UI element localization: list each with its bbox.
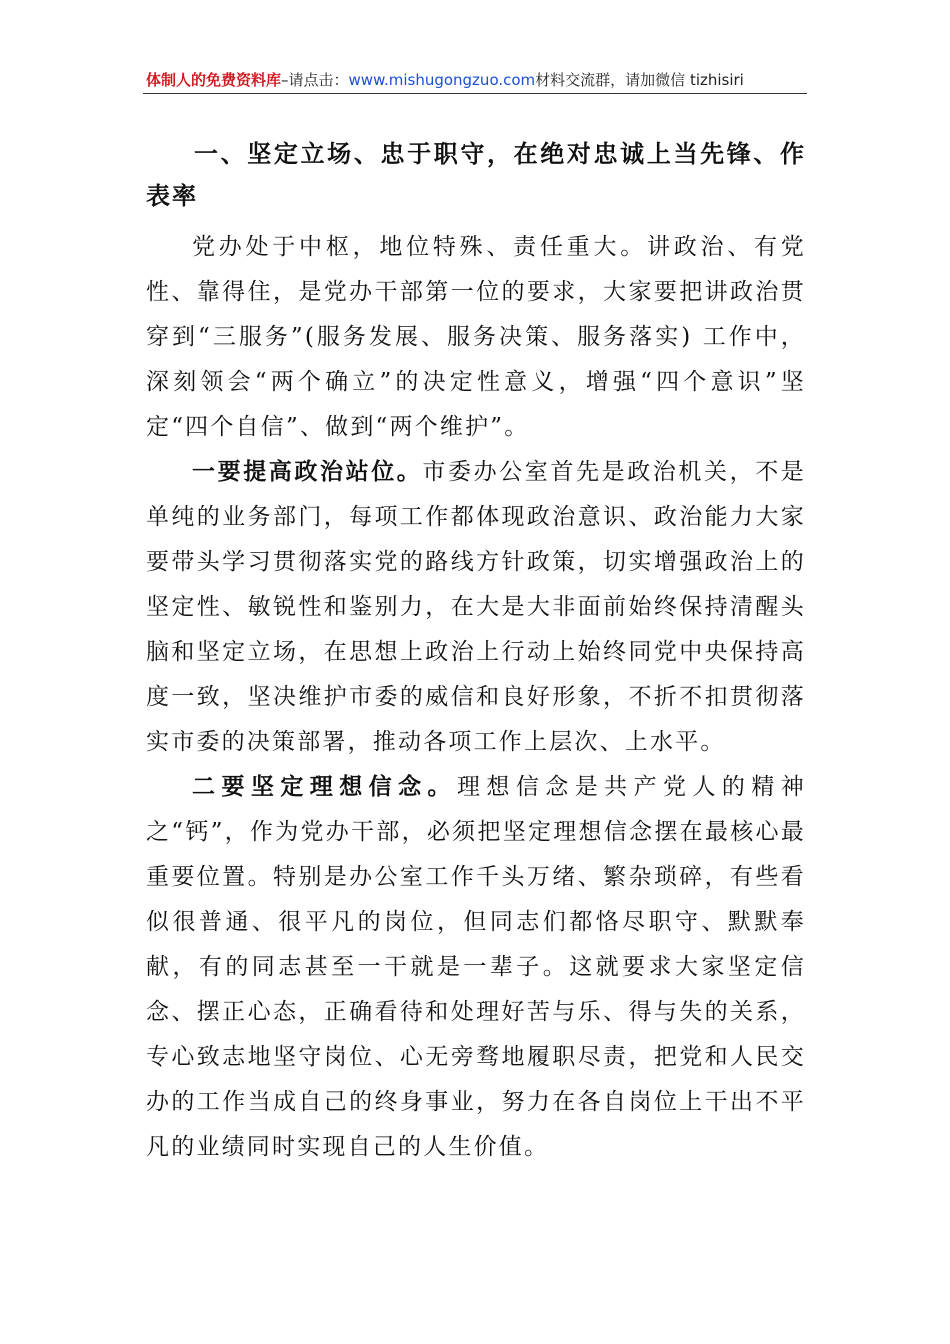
paragraph-body: 市委办公室首先是政治机关，不是单纯的业务部门，每项工作都体现政治意识、政治能力大家要带头学习贯彻落实党的路线方针政策，切实增强政治上的坚定性、敏锐性和鉴别力，在大是大非面前始终保持清醒头脑和坚定立场，在思想上政治上行动上始终同党中央保持高度一致，坚决维护市委的威信和良好形象，不折不扣贯彻落实市委的决策部署，推动各项工作上层次、上水平。 bbox=[146, 459, 806, 755]
header-brand: 体制人的免费资料库 bbox=[146, 71, 282, 89]
paragraph-ideals-beliefs bbox=[146, 765, 806, 1170]
paragraph-body: 理想信念是共产党人的精神之“钙”，作为党办干部，必须把坚定理想信念摆在最核心最重要位置。特别是办公室工作千头万绪、繁杂琐碎，有些看似很普通、很平凡的岗位，但同志们都恪尽职守、默默奉献，有的同志甚至一干就是一辈子。这就要求大家坚定信念、摆正心态，正确看待和处理好苦与乐、得与失的关系，专心致志地坚守岗位、心无旁骛地履职尽责，把党和人民交办的工作当成自己的终身事业，努力在各自岗位上干出不平凡的业绩同时实现自己的人生价值。 bbox=[146, 774, 806, 1160]
header-note: 材料交流群，请加微信 tizhisiri bbox=[535, 71, 744, 89]
document-body bbox=[146, 133, 806, 1170]
header-separator: –请点击： bbox=[281, 71, 349, 89]
paragraph-intro: 党办处于中枢，地位特殊、责任重大。讲政治、有党性、靠得住，是党办干部第一位的要求，大家要把讲政治贯穿到“三服务”(服务发展、服务决策、服务落实) 工作中，深刻领会“两个确立”的决定性意义，增强“四个意识”坚定“四个自信”、做到“两个维护”。 bbox=[146, 234, 806, 440]
page-header bbox=[146, 68, 808, 92]
section-heading: 一、坚定立场、忠于职守，在绝对忠诚上当先锋、作表率 bbox=[146, 140, 806, 210]
header-link[interactable]: www.mishugongzuo.com bbox=[348, 71, 536, 89]
header-divider bbox=[143, 93, 807, 94]
paragraph-political-stance bbox=[146, 450, 806, 765]
paragraph-lead: 一要提高政治站位。 bbox=[192, 459, 423, 485]
paragraph-lead: 二要坚定理想信念。 bbox=[192, 774, 457, 800]
